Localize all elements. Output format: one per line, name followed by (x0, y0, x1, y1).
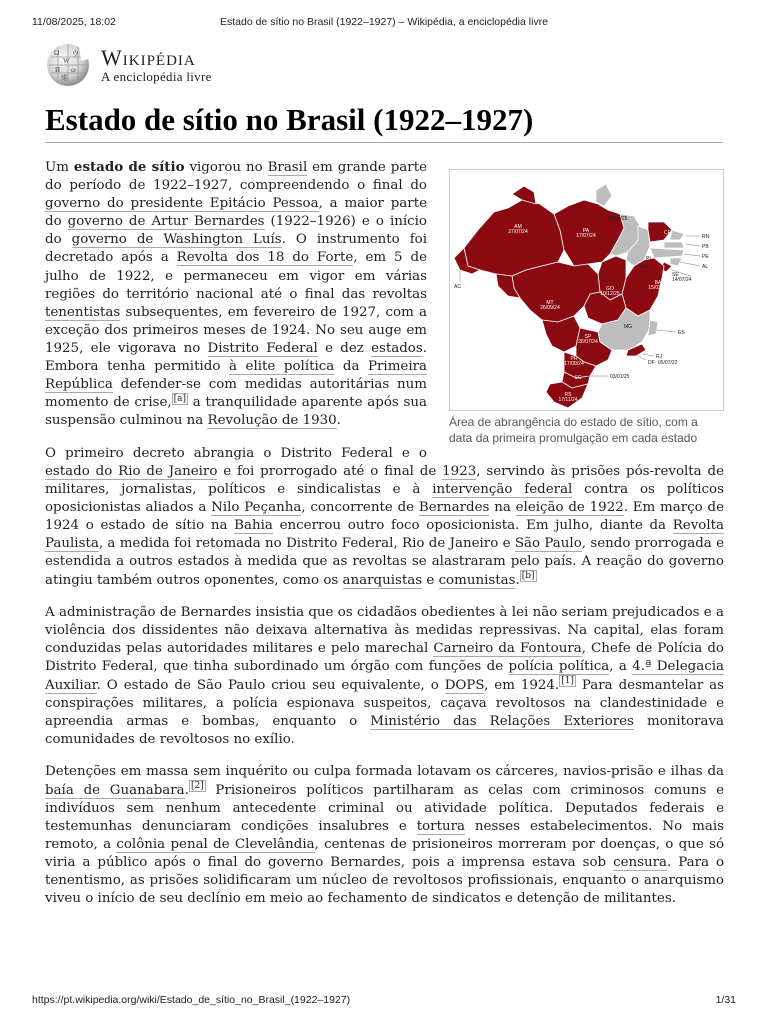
link-eleicao-1922[interactable]: eleição de 1922 (515, 500, 624, 516)
link-estado-rj[interactable]: estado do Rio de Janeiro (45, 464, 218, 479)
text: . (515, 572, 520, 588)
print-url: https://pt.wikipedia.org/wiki/Estado_de_sítio_no_Brasil_(1922–1927) (32, 994, 351, 1006)
link-baia-guanabara[interactable]: baía de Guanabara (45, 782, 185, 798)
footnote-link-a[interactable]: [a] (173, 393, 187, 404)
svg-text:GO: GO (606, 286, 614, 292)
text: , a (609, 659, 633, 675)
text: em grande parte do período de 1922–1927, compreendendo o final do (45, 160, 427, 194)
link-tortura[interactable]: tortura (416, 818, 465, 834)
link-sao-paulo[interactable]: São Paulo (514, 536, 582, 552)
link-revolta-18-forte[interactable]: Revolta dos 18 do Forte (176, 250, 354, 266)
text: , em 5 de julho de 1922, e permaneceu em vigor em várias regiões do território nacional até o final das revoltas (45, 250, 427, 302)
text: . Em março de 1924 o estado de sítio na (45, 500, 724, 534)
svg-text:17/11/24: 17/11/24 (558, 397, 578, 403)
text: . Para o tenentismo, as prisões solidificaram um núcleo de revoltosos profissionais, enquanto o anarquismo viveu o início de seu declínio em meio ao fechamento de sindicatos e detenção de militantes. (45, 854, 725, 907)
text: , concorrente de (301, 500, 419, 516)
print-title: Estado de sítio no Brasil (1922–1927) – Wikipédia, a enciclopédia livre (219, 16, 549, 28)
svg-text:27/07/24: 27/07/24 (508, 229, 528, 235)
svg-text:W: W (63, 57, 70, 65)
print-footer (32, 994, 736, 1008)
svg-text:CE: CE (664, 230, 671, 236)
map-state-pe (650, 248, 684, 258)
svg-text:SE: SE (672, 272, 679, 278)
link-intervencao-federal[interactable]: intervenção federal (432, 482, 573, 498)
map-state-ap (596, 184, 612, 206)
text: Um (45, 160, 74, 175)
svg-text:26/07/24: 26/07/24 (578, 339, 598, 345)
link-censura[interactable]: censura (613, 854, 668, 870)
link-4-delegacia[interactable]: 4.ª Delegacia Auxiliar (45, 659, 724, 693)
footnote-ref (172, 393, 188, 405)
svg-text:維: 維 (61, 74, 68, 82)
text: Para desmantelar as conspirações militares, a polícia espionava suspeitos, caçava revoltosos na clandestinidade e apreendia armas e bombas, enquanto o (45, 677, 724, 729)
footnote-link-b[interactable]: [b] (521, 571, 535, 582)
svg-text:26/09/24: 26/09/24 (540, 305, 560, 311)
map-infobox (449, 169, 724, 446)
text: a tranquilidade aparente após sua suspensão culminou na (45, 395, 427, 429)
map-state-rn (670, 230, 684, 240)
svg-text:BA: BA (654, 280, 662, 286)
link-estados[interactable]: estados (371, 340, 423, 356)
wikipedia-tagline: A enciclopédia livre (101, 69, 212, 84)
svg-text:SP: SP (584, 334, 592, 340)
link-tenentistas[interactable]: tenentistas (45, 304, 121, 320)
link-anarquistas[interactable]: anarquistas (342, 572, 423, 588)
svg-text:AM: AM (514, 224, 522, 230)
bold-term: estado de sítio (73, 159, 185, 175)
text: . (184, 782, 189, 798)
paragraph-4 (45, 763, 724, 908)
text: subsequentes, em fevereiro de 1927, com a exceção dos primeiros meses de 1924. No seu auge em 1925, ele vigorava no (45, 304, 427, 356)
svg-text:14/07/24: 14/07/24 (672, 277, 692, 283)
text: Prisioneiros políticos partilharam as celas com criminosos comuns e indivíduos sem nenhum antecedente criminal ou atividade política. Deputados federais e testemunhas denunciaram condições insalubres e (45, 782, 724, 834)
paragraph-2 (45, 445, 724, 590)
text: , centenas de prisioneiros morreram por doenças, o que só viria a público após o final do governo Bernardes, pois a imprensa estava sob (45, 836, 725, 870)
text: . O instrumento foi decretado após a (45, 232, 427, 266)
svg-text:PA: PA (582, 228, 590, 234)
svg-text:PE: PE (702, 254, 709, 260)
text: nesses estabelecimentos. No mais remoto, a (45, 818, 724, 852)
link-governo-washington[interactable]: governo de Washington Luís (71, 232, 282, 248)
svg-text:05/07/22: 05/07/22 (658, 360, 678, 366)
link-primeira-republica[interactable]: Primeira República (45, 359, 427, 393)
footnote-link-2[interactable]: [2] (190, 781, 204, 792)
link-colonia-clevelandia[interactable]: colônia penal de Clevelândia (116, 836, 315, 852)
text: monitorava comunidades de revoltosos no exílio. (45, 713, 724, 747)
map-caption: Área de abrangência do estado de sítio, com a data da primeira promulgação em cada estado (449, 415, 698, 445)
svg-text:SC: SC (574, 375, 582, 381)
map-thumbnail[interactable] (449, 169, 724, 411)
svg-text:17/07/24: 17/07/24 (576, 233, 596, 239)
article-body (45, 158, 724, 923)
svg-text:RN: RN (702, 234, 710, 240)
link-brasil[interactable]: Brasil (267, 160, 308, 175)
svg-text:MA: MA (640, 264, 648, 270)
text: Detenções em massa sem inquérito ou culpa formada lotavam os cárceres, navios-prisão e ilhas da (45, 764, 724, 780)
svg-text:AL: AL (702, 264, 709, 270)
text: e foi prorrogado até o final de (217, 464, 443, 479)
map-state-ms (542, 316, 580, 352)
wikipedia-globe-icon (45, 43, 91, 87)
svg-text:PI: PI (646, 256, 651, 262)
svg-text:17/09/24: 17/09/24 (564, 361, 584, 367)
text: vigorou no (184, 160, 268, 175)
link-1923[interactable]: 1923 (442, 464, 477, 479)
brazil-map (450, 170, 723, 410)
print-datetime: 11/08/2025, 18:02 (32, 16, 116, 28)
text: O primeiro decreto abrangia o Distrito Federal e o (45, 445, 427, 461)
text: , a medida foi retomada no Distrito Federal, Rio de Janeiro e (98, 536, 515, 552)
svg-text:И: И (55, 66, 61, 74)
text: . (336, 413, 341, 429)
text: , em 1924. (484, 677, 560, 693)
text: da (334, 359, 369, 375)
text: . Embora tenha permitido (45, 340, 427, 375)
text: encerrou outro foco oposicionista. Em julho, diante da (272, 518, 673, 534)
page-title: Estado de sítio no Brasil (1922–1927) (45, 100, 723, 143)
link-ministerio-relacoes-exteriores[interactable]: Ministério das Relações Exteriores (370, 713, 634, 729)
svg-text:15/03/24: 15/03/24 (648, 285, 668, 291)
text: na (489, 500, 516, 516)
paragraph-3 (45, 604, 724, 749)
svg-text:ω: ω (71, 66, 76, 74)
svg-text:RJ: RJ (656, 354, 663, 360)
link-elite-politica[interactable]: à elite política (228, 359, 335, 375)
text: , a maior parte do (45, 196, 427, 230)
svg-text:PB: PB (702, 244, 709, 250)
link-nilo-pecanha[interactable]: Nilo Peçanha (211, 500, 302, 516)
footnote-ref (189, 780, 206, 792)
link-governo-bernardes[interactable]: governo de Artur Bernardes (67, 214, 265, 230)
svg-text:23/04/25: 23/04/25 (608, 216, 628, 222)
svg-text:10/12/25: 10/12/25 (600, 291, 620, 297)
svg-text:Ω: Ω (54, 49, 60, 57)
svg-text:AC: AC (454, 284, 461, 290)
link-bernardes[interactable]: Bernardes (418, 500, 490, 516)
text: , sendo prorrogada e estendida a outros estados à medida que as revoltas se alastraram pelo país. A reação do governo atingiu também outros oponentes, como os (45, 536, 724, 588)
map-state-pb (664, 242, 684, 248)
footnote-ref (559, 675, 576, 687)
print-page-number: 1/31 (715, 994, 736, 1006)
link-comunistas[interactable]: comunistas (438, 572, 516, 588)
link-distrito-federal[interactable]: Distrito Federal (207, 340, 318, 356)
footnote-link-1[interactable]: [1] (561, 676, 574, 687)
print-header (32, 16, 736, 30)
link-policia-politica[interactable]: polícia política (508, 659, 610, 675)
wikipedia-wordmark: Wikipédia (101, 45, 196, 70)
svg-text:RS: RS (564, 392, 572, 398)
svg-text:MG: MG (624, 324, 633, 330)
text: defender-se com medidas autoritárias num momento de crise, (45, 377, 427, 411)
svg-text:ウ: ウ (72, 50, 79, 58)
text: contra os políticos oposicionistas aliados a (45, 482, 724, 516)
map-state-es (648, 320, 658, 336)
svg-text:ES: ES (678, 330, 685, 336)
text: , Chefe de Polícia do Distrito Federal, que tinha subordinado um órgão com funções de (45, 641, 724, 675)
text: A administração de Bernardes insistia que os cidadãos obedientes à lei não seriam prejudicados e a violência dos dissidentes não deixava alternativa às medidas repressivas. Na capital, elas foram conduzidas pelas autoridades militares e pelo marechal (45, 605, 724, 657)
link-bahia[interactable]: Bahia (234, 518, 273, 534)
link-dops[interactable]: DOPS (444, 677, 485, 693)
text: . O estado de São Paulo criou seu equivalente, o (96, 677, 445, 693)
link-revolucao-1930[interactable]: Revolução de 1930 (207, 413, 337, 429)
link-carneiro-fontoura[interactable]: Carneiro da Fontoura (433, 641, 582, 657)
svg-text:PR: PR (570, 356, 578, 362)
text: e (422, 572, 439, 588)
link-governo-epitacio[interactable]: governo do presidente Epitácio Pessoa (45, 196, 319, 212)
footnote-ref (520, 570, 537, 582)
link-revolta-paulista[interactable]: Revolta Paulista (45, 518, 724, 552)
svg-text:MT: MT (546, 300, 554, 306)
text: (1922–1926) e o início do (45, 214, 427, 248)
text: , servindo às prisões pós-revolta de militares, jornalistas, políticos e sindicalistas e à (45, 464, 724, 498)
svg-text:DF: DF (648, 360, 655, 366)
text: e dez (317, 340, 372, 356)
svg-text:03/01/25: 03/01/25 (610, 374, 630, 380)
